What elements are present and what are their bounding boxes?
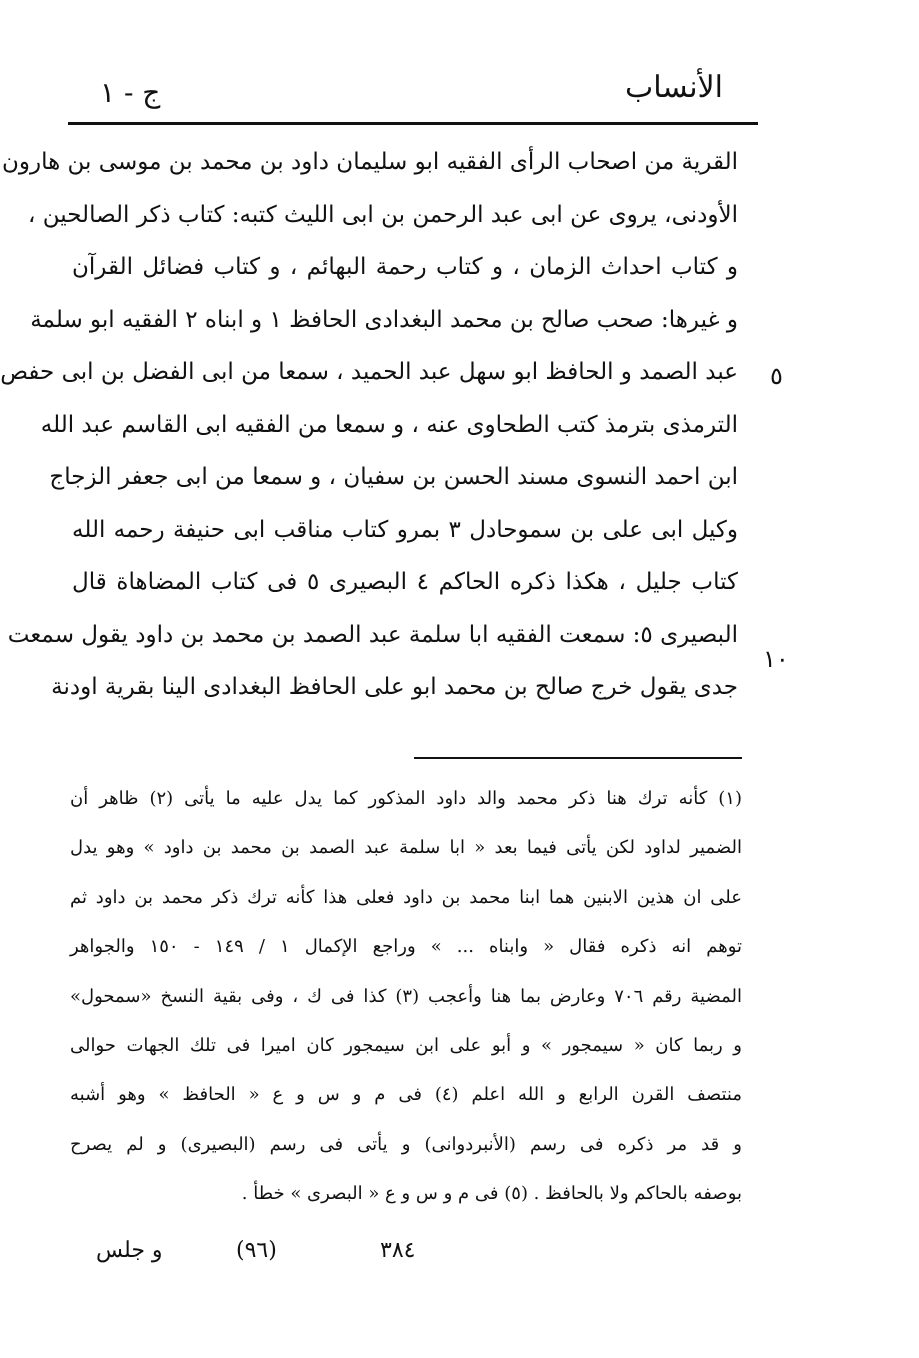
body-line: و كتاب احداث الزمان ، و كتاب رحمة البهائم ، و كتاب فضائل القرآن bbox=[72, 254, 738, 280]
footnote-line: (١) كأنه ترك هنا ذكر محمد والد داود المذكور كما يدل عليه ما يأتى (٢) ظاهر أن bbox=[70, 788, 742, 809]
volume-marker: ج - ١ bbox=[100, 76, 161, 109]
footnote-line: منتصف القرن الرابع و الله اعلم (٤) فى م و س و ع « الحافظ » وهو أشبه bbox=[70, 1084, 742, 1106]
header-rule bbox=[68, 122, 758, 125]
footnote-line: توهم انه ذكره فقال « وابناه ... » وراجع الإكمال ١ / ١٤٩ - ١٥٠ والجواهر bbox=[70, 936, 743, 958]
body-line: وكيل ابى على بن سموحادل ٣ بمرو كتاب مناقب ابى حنيفة رحمه الله bbox=[72, 516, 738, 543]
line-number-5: ٥ bbox=[770, 362, 783, 390]
page-number: ٣٨٤ bbox=[380, 1238, 416, 1263]
footnote-line: على ان هذين الابنين هما ابنا محمد بن داود فعلى هذا كأنه ترك ذكر محمد بن داود ثم bbox=[70, 886, 742, 908]
part-number: (٩٦) bbox=[236, 1238, 277, 1263]
footnote-line: و ربما كان « سيمجور » و أبو على ابن سيمجور كان اميرا فى تلك الجهات حوالى bbox=[70, 1034, 742, 1056]
footnote-line: الضمير لداود لكن يأتى فيما بعد « ابا سلمة عبد الصمد بن محمد بن داود » وهو يدل bbox=[70, 837, 742, 859]
footnote-line: المضية رقم ٧٠٦ وعارض بما هنا وأعجب (٣) كذا فى ك ، وفى بقية النسخ «سمحول» bbox=[70, 985, 742, 1007]
body-line: كتاب جليل ، هكذا ذكره الحاكم ٤ البصيرى ٥ فى كتاب المضاهاة قال bbox=[72, 569, 738, 595]
running-title: الأنساب bbox=[625, 70, 723, 105]
main-text bbox=[0, 136, 738, 714]
body-line: البصيرى ٥: سمعت الفقيه ابا سلمة عبد الصمد بن محمد بن داود يقول سمعت bbox=[7, 621, 738, 648]
body-line: و غيرها: صحب صالح بن محمد البغدادى الحافظ ١ و ابناه ٢ الفقيه ابو سلمة bbox=[30, 306, 738, 333]
body-line: الترمذى بترمذ كتب الطحاوى عنه ، و سمعا من الفقيه ابى القاسم عبد الله bbox=[40, 411, 738, 438]
footnote-line: و قد مر ذكره فى رسم (الأنبردوانى) و يأتى فى رسم (البصيرى) و لم يصرح bbox=[70, 1133, 742, 1155]
body-line: القرية من اصحاب الرأى الفقيه ابو سليمان داود بن محمد بن موسى بن هارون bbox=[2, 149, 738, 175]
footnote-separator bbox=[414, 757, 742, 759]
footnotes bbox=[70, 774, 742, 1219]
body-line: الأودنى، يروى عن ابى عبد الرحمن بن ابى الليث كتبه: كتاب ذكر الصالحين ، bbox=[28, 201, 738, 228]
body-line: عبد الصمد و الحافظ ابو سهل عبد الحميد ، سمعا من ابى الفضل بن ابى حفص bbox=[0, 359, 738, 385]
line-number-10: ١٠ bbox=[763, 645, 789, 673]
body-line: جدى يقول خرج صالح بن محمد ابو على الحافظ البغدادى الينا بقرية اودنة bbox=[51, 674, 738, 700]
footnote-line: بوصفه بالحاكم ولا بالحافظ . (٥) فى م و س و ع « البصرى » خطأ . bbox=[241, 1183, 742, 1205]
catchword: و جلس bbox=[96, 1238, 163, 1263]
body-line: ابن احمد النسوى مسند الحسن بن سفيان ، و سمعا من ابى جعفر الزجاج bbox=[49, 464, 738, 490]
